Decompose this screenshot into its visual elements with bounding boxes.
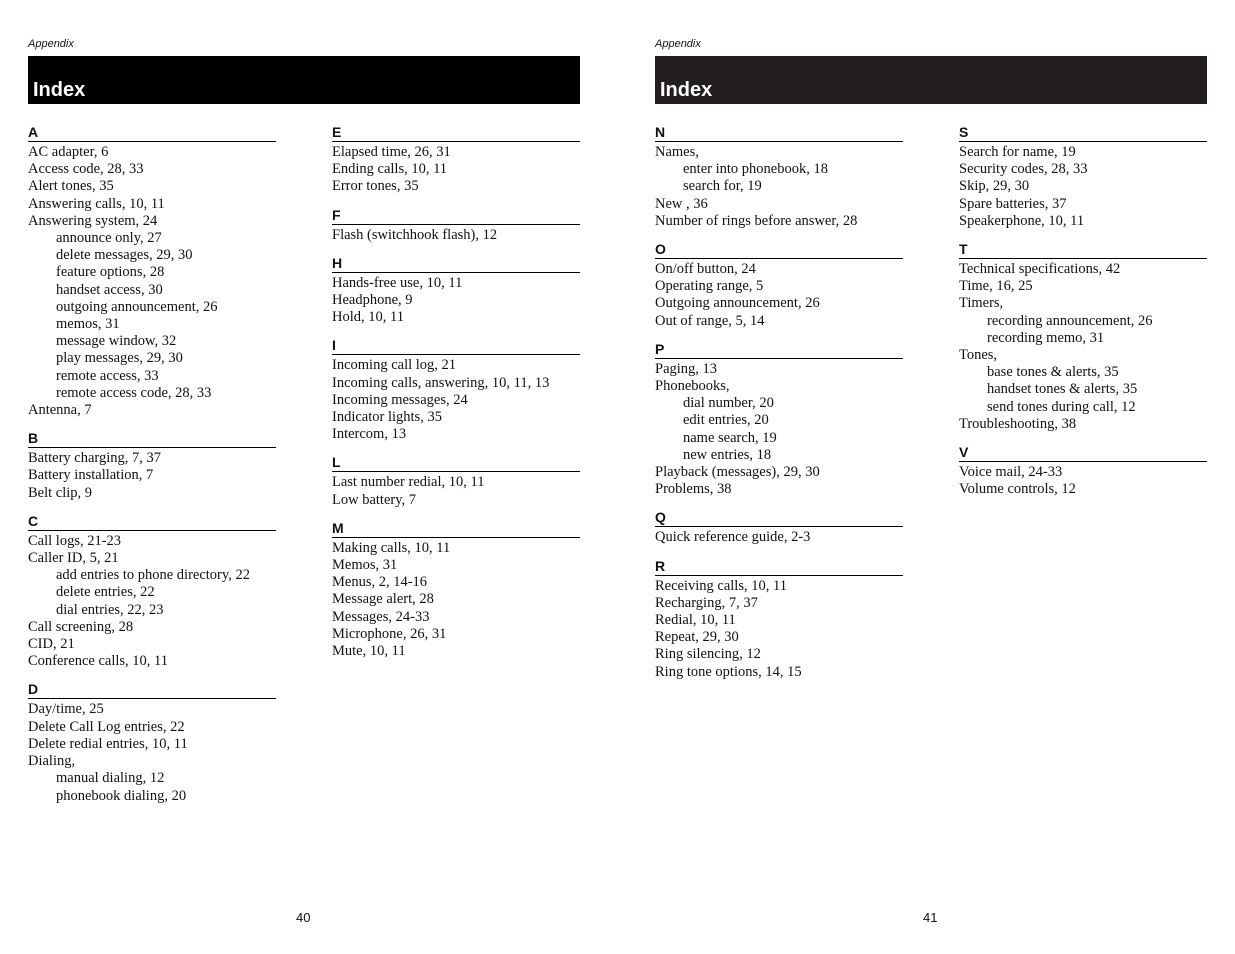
page-title: Index bbox=[660, 79, 713, 101]
index-letter-heading: F bbox=[332, 207, 580, 225]
index-subentry: add entries to phone directory, 22 bbox=[56, 567, 250, 584]
index-group bbox=[959, 241, 1207, 433]
index-entry: New , 36 bbox=[655, 195, 708, 212]
index-entry: Phonebooks, bbox=[655, 378, 730, 395]
index-group bbox=[655, 341, 903, 499]
index-entry: Access code, 28, 33 bbox=[28, 161, 144, 178]
index-subentry: memos, 31 bbox=[56, 316, 120, 333]
index-entry: Speakerphone, 10, 11 bbox=[959, 212, 1085, 229]
index-group bbox=[959, 124, 1207, 230]
index-letter-heading: C bbox=[28, 513, 276, 531]
index-letter-heading: Q bbox=[655, 509, 903, 527]
index-entry: Battery installation, 7 bbox=[28, 467, 154, 484]
left-page bbox=[0, 0, 617, 954]
index-subentry: announce only, 27 bbox=[56, 230, 162, 247]
index-letter-heading: A bbox=[28, 124, 276, 142]
index-subentry: feature options, 28 bbox=[56, 264, 165, 281]
index-subentry: play messages, 29, 30 bbox=[56, 350, 183, 367]
index-entry: Tones, bbox=[959, 347, 998, 364]
index-letter-heading: I bbox=[332, 337, 580, 355]
index-subentry: recording memo, 31 bbox=[987, 329, 1105, 346]
index-entry: Low battery, 7 bbox=[332, 491, 417, 508]
index-entry: Redial, 10, 11 bbox=[655, 612, 736, 629]
right-page bbox=[627, 0, 1235, 954]
index-subentry: remote access code, 28, 33 bbox=[56, 384, 212, 401]
index-letter-heading: V bbox=[959, 444, 1207, 462]
index-group bbox=[28, 681, 276, 804]
index-entry: Ring tone options, 14, 15 bbox=[655, 663, 802, 680]
index-group bbox=[655, 241, 903, 330]
index-subentry: send tones during call, 12 bbox=[987, 398, 1136, 415]
index-subentry: message window, 32 bbox=[56, 333, 177, 350]
index-entry: Delete redial entries, 10, 11 bbox=[28, 735, 188, 752]
index-letter-heading: L bbox=[332, 454, 580, 472]
index-entry: Antenna, 7 bbox=[28, 402, 92, 419]
index-entry: Memos, 31 bbox=[332, 557, 398, 574]
index-entry: Answering system, 24 bbox=[28, 212, 158, 229]
index-entry: Technical specifications, 42 bbox=[959, 261, 1121, 278]
index-entry: Number of rings before answer, 28 bbox=[655, 212, 858, 229]
index-subentry: handset access, 30 bbox=[56, 281, 163, 298]
index-entry: On/off button, 24 bbox=[655, 261, 756, 278]
index-entry: CID, 21 bbox=[28, 636, 75, 653]
index-subentry: dial number, 20 bbox=[683, 395, 774, 412]
index-group bbox=[332, 124, 580, 196]
page-title: Index bbox=[33, 79, 86, 101]
index-entry: Day/time, 25 bbox=[28, 701, 104, 718]
index-group bbox=[332, 337, 580, 443]
index-entry: Dialing, bbox=[28, 753, 76, 770]
index-entry: Time, 16, 25 bbox=[959, 278, 1033, 295]
index-entry: Battery charging, 7, 37 bbox=[28, 450, 162, 467]
index-entry: Voice mail, 24-33 bbox=[959, 464, 1063, 481]
index-entry: Security codes, 28, 33 bbox=[959, 161, 1088, 178]
index-subentry: delete messages, 29, 30 bbox=[56, 247, 193, 264]
index-subentry: manual dialing, 12 bbox=[56, 770, 165, 787]
index-letter-heading: R bbox=[655, 558, 903, 576]
index-entry: Problems, 38 bbox=[655, 481, 732, 498]
index-entry: Incoming messages, 24 bbox=[332, 391, 468, 408]
index-entry: Outgoing announcement, 26 bbox=[655, 295, 820, 312]
index-entry: Search for name, 19 bbox=[959, 144, 1076, 160]
index-subentry: name search, 19 bbox=[683, 429, 777, 446]
index-group bbox=[332, 454, 580, 508]
index-entry: Names, bbox=[655, 144, 699, 160]
index-entry: Hands-free use, 10, 11 bbox=[332, 274, 463, 291]
index-letter-heading: N bbox=[655, 124, 903, 142]
index-subentry: handset tones & alerts, 35 bbox=[987, 381, 1138, 398]
index-group bbox=[332, 207, 580, 244]
page-number: 41 bbox=[923, 910, 938, 925]
index-entry: Incoming call log, 21 bbox=[332, 357, 457, 374]
index-entry: Message alert, 28 bbox=[332, 591, 434, 608]
index-entry: AC adapter, 6 bbox=[28, 144, 109, 160]
index-group bbox=[655, 509, 903, 546]
index-entry: Quick reference guide, 2-3 bbox=[655, 529, 811, 546]
index-entry: Out of range, 5, 14 bbox=[655, 312, 765, 329]
index-letter-heading: M bbox=[332, 520, 580, 538]
index-entry: Microphone, 26, 31 bbox=[332, 625, 447, 642]
index-entry: Recharging, 7, 37 bbox=[655, 594, 758, 611]
index-group bbox=[655, 558, 903, 681]
index-letter-heading: S bbox=[959, 124, 1207, 142]
index-entry: Playback (messages), 29, 30 bbox=[655, 464, 820, 481]
title-bar bbox=[655, 56, 1207, 104]
index-column bbox=[332, 124, 580, 671]
index-entry: Conference calls, 10, 11 bbox=[28, 653, 168, 670]
index-entry: Troubleshooting, 38 bbox=[959, 415, 1077, 432]
index-subentry: search for, 19 bbox=[683, 178, 762, 195]
index-group bbox=[332, 255, 580, 327]
index-entry: Call logs, 21-23 bbox=[28, 532, 122, 549]
index-entry: Receiving calls, 10, 11 bbox=[655, 577, 787, 594]
index-letter-heading: P bbox=[655, 341, 903, 359]
index-entry: Menus, 2, 14-16 bbox=[332, 574, 428, 591]
index-entry: Spare batteries, 37 bbox=[959, 195, 1067, 212]
index-column bbox=[655, 124, 903, 692]
index-subentry: remote access, 33 bbox=[56, 367, 159, 384]
index-entry: Mute, 10, 11 bbox=[332, 643, 406, 660]
index-letter-heading: D bbox=[28, 681, 276, 699]
index-entry: Making calls, 10, 11 bbox=[332, 539, 451, 556]
index-group bbox=[28, 124, 276, 419]
index-subentry: dial entries, 22, 23 bbox=[56, 601, 164, 618]
index-entry: Alert tones, 35 bbox=[28, 178, 114, 195]
index-letter-heading: O bbox=[655, 241, 903, 259]
index-subentry: phonebook dialing, 20 bbox=[56, 787, 187, 804]
index-entry: Timers, bbox=[959, 295, 1004, 312]
index-entry: Paging, 13 bbox=[655, 360, 718, 377]
index-group bbox=[28, 430, 276, 502]
index-subentry: enter into phonebook, 18 bbox=[683, 161, 828, 178]
index-entry: Skip, 29, 30 bbox=[959, 178, 1030, 195]
index-column bbox=[959, 124, 1207, 509]
index-entry: Ring silencing, 12 bbox=[655, 646, 761, 663]
index-entry: Repeat, 29, 30 bbox=[655, 629, 739, 646]
index-entry: Hold, 10, 11 bbox=[332, 309, 404, 326]
index-entry: Messages, 24-33 bbox=[332, 608, 430, 625]
index-entry: Headphone, 9 bbox=[332, 292, 413, 309]
index-entry: Incoming calls, answering, 10, 11, 13 bbox=[332, 374, 550, 391]
page-number: 40 bbox=[296, 910, 311, 925]
index-entry: Call screening, 28 bbox=[28, 618, 134, 635]
index-entry: Volume controls, 12 bbox=[959, 481, 1076, 498]
index-entry: Elapsed time, 26, 31 bbox=[332, 144, 451, 160]
index-entry: Error tones, 35 bbox=[332, 178, 419, 195]
title-bar bbox=[28, 56, 580, 104]
index-subentry: base tones & alerts, 35 bbox=[987, 364, 1119, 381]
index-letter-heading: H bbox=[332, 255, 580, 273]
index-group bbox=[28, 513, 276, 671]
index-entry: Caller ID, 5, 21 bbox=[28, 550, 119, 567]
section-label: Appendix bbox=[28, 38, 74, 50]
index-letter-heading: B bbox=[28, 430, 276, 448]
index-subentry: edit entries, 20 bbox=[683, 412, 769, 429]
index-entry: Operating range, 5 bbox=[655, 278, 764, 295]
section-label: Appendix bbox=[655, 38, 701, 50]
index-subentry: new entries, 18 bbox=[683, 446, 772, 463]
index-subentry: recording announcement, 26 bbox=[987, 312, 1153, 329]
index-letter-heading: E bbox=[332, 124, 580, 142]
index-group bbox=[655, 124, 903, 230]
index-entry: Indicator lights, 35 bbox=[332, 409, 442, 426]
index-entry: Answering calls, 10, 11 bbox=[28, 195, 165, 212]
index-entry: Flash (switchhook flash), 12 bbox=[332, 226, 498, 243]
index-column bbox=[28, 124, 276, 816]
index-entry: Ending calls, 10, 11 bbox=[332, 161, 448, 178]
index-entry: Intercom, 13 bbox=[332, 426, 407, 443]
index-letter-heading: T bbox=[959, 241, 1207, 259]
index-group bbox=[959, 444, 1207, 498]
index-subentry: outgoing announcement, 26 bbox=[56, 298, 218, 315]
index-entry: Delete Call Log entries, 22 bbox=[28, 718, 185, 735]
index-entry: Belt clip, 9 bbox=[28, 484, 93, 501]
index-subentry: delete entries, 22 bbox=[56, 584, 155, 601]
index-entry: Last number redial, 10, 11 bbox=[332, 474, 485, 491]
index-group bbox=[332, 520, 580, 660]
